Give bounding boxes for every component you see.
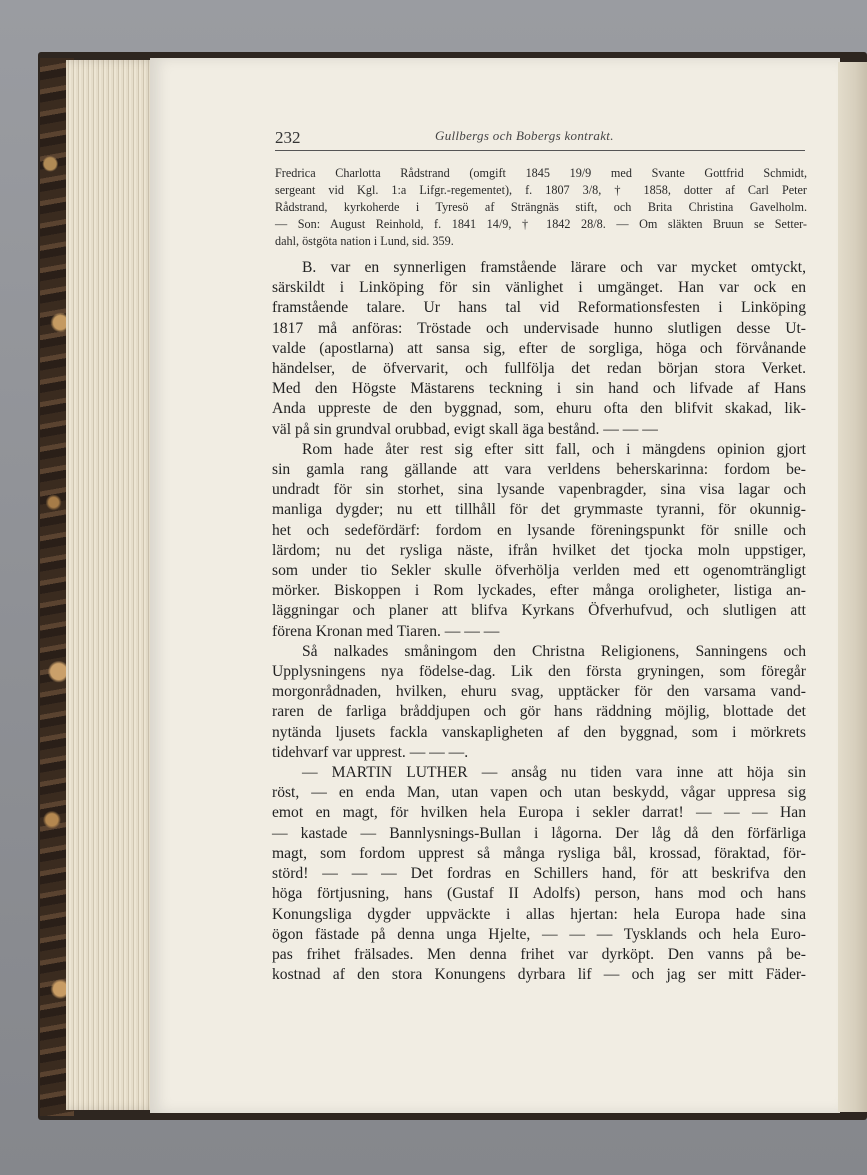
footnote-line: Rådstrand, kyrkoherde i Tyresö af Strängnäs stift, och Brita Christina Gavelholm. xyxy=(275,200,807,214)
body-line: som under tio Sekler skulle öfverhölja verlden med ett ogenomträngligt xyxy=(272,562,806,580)
footnote-line: dahl, östgöta nation i Lund, sid. 359. xyxy=(275,234,454,248)
body-line: förena Kronan med Tiaren. — — — xyxy=(272,622,500,640)
footnote-line: Fredrica Charlotta Rådstrand (omgift 1845 19/9 med Svante Gottfrid Schmidt, xyxy=(275,166,807,180)
footnote-line: — Son: August Reinhold, f. 1841 14/9, † 1842 28/8. — Om släkten Bruun se Setter- xyxy=(275,217,807,231)
body-line: sin gamla rang gällande att vara verldens beherskarinna: fordom be- xyxy=(272,461,806,479)
body-line: röst, — en enda Man, utan vapen och utan beskydd, vågar uppresa sig xyxy=(272,784,806,802)
body-line: B. var en synnerligen framstående lärare och var mycket omtyckt, xyxy=(302,259,806,276)
body-line: störd! — — — Det fordras en Schillers hand, för att beskrifva den xyxy=(272,865,806,883)
body-line: Upplysningens nya födelse-dag. Lik den första gryningen, som föregår xyxy=(272,663,806,681)
footnote xyxy=(275,165,807,250)
body-line: framstående talare. Ur hans tal vid Reformationsfesten i Linköping xyxy=(272,299,806,317)
footnote-line: sergeant vid Kgl. 1:a Lifgr.-regementet), f. 1807 3/8, † 1858, dotter af Carl Peter xyxy=(275,183,807,197)
body-line: Konungsliga dygder uppväckte i allas hjertan: hela Europa hade sina xyxy=(272,905,806,923)
body-line: pas frihet frälsades. Men denna frihet var dyrköpt. Den vanns på be- xyxy=(272,945,806,963)
body-line: mörker. Biskoppen i Rom lyckades, efter många oroligheter, listiga an- xyxy=(272,582,806,600)
right-page-edge xyxy=(838,62,867,1112)
page-number: 232 xyxy=(275,128,301,147)
body-line: raren de farliga bråddjupen och gör hans räddning möjlig, blottade det xyxy=(272,703,806,721)
body-line: — MARTIN LUTHER — ansåg nu tiden vara inne att höja sin xyxy=(302,764,806,782)
body-line: kostnad af den stora Konungens dyrbara lif — och jag ser mitt Fäder- xyxy=(272,966,806,984)
body-line: Rom hade åter rest sig efter sitt fall, och i mängdens opinion gjort xyxy=(302,440,806,458)
body-line: manliga dygder; nu ett tillhåll för det grymmaste tyranni, för okunnig- xyxy=(272,501,806,519)
body-text xyxy=(272,258,806,985)
body-line: morgonrådnaden, hvilken, ehuru svag, upptäcker för den varsama vand- xyxy=(272,683,806,701)
body-line: 1817 må anföras: Tröstade och undervisade hunno slutligen desse Ut- xyxy=(272,319,806,337)
body-line: het och sedefördärf: fordom en lysande föreningspunkt för snille och xyxy=(272,521,806,539)
body-line: undradt för sin storhet, sina lysande vapenbragder, sina visa lagar och xyxy=(272,481,806,499)
body-line: nytända ljusets fackla vanskapligheten af den byggnad, som i mörkrets xyxy=(272,723,806,741)
body-line: läggningar och planer att blifva Kyrkans Öfverhufvud, och slutligen att xyxy=(272,602,806,620)
body-line: magt, som fordom upprest så många rysliga bål, krossad, föraktad, för- xyxy=(272,844,806,862)
running-head: Gullbergs och Bobergs kontrakt. xyxy=(435,128,614,143)
body-line: valde (apostlarna) att sansa sig, efter de sorgliga, höga och förvånande xyxy=(272,339,806,357)
header-rule xyxy=(275,150,805,151)
body-line: emot en magt, för hvilken hela Europa i sekler darrat! — — — Han xyxy=(272,804,806,822)
body-line: väl på sin grundval orubbad, evigt skall äga bestånd. — — — xyxy=(272,420,658,438)
body-line: ögon fästade på denna unga Hjelte, — — — Tysklands och hela Euro- xyxy=(272,925,806,943)
body-line: Med den Högste Mästarens teckning i sin hand och lifvade af Hans xyxy=(272,380,806,398)
body-line: händelser, de öfvervarit, och fullfölja det redan början stora Verket. xyxy=(272,360,806,378)
page-edges xyxy=(66,60,158,1110)
body-line: särskildt i Linköping för sin vänlighet i umgänget. Han var ock en xyxy=(272,279,806,297)
body-line: Anda uppreste de den byggnad, som, ehuru ofta den blifvit skakad, lik- xyxy=(272,400,806,418)
body-line: — kastade — Bannlysnings-Bullan i lågorna. Der låg då den förfärliga xyxy=(272,824,806,842)
body-line: lärdom; nu det rysliga näste, ifrån hvilket det tjocka moln uppstiger, xyxy=(272,541,806,559)
body-line: Så nalkades småningom den Christna Religionens, Sanningens och xyxy=(302,642,806,660)
body-line: tidehvarf var upprest. — — —. xyxy=(272,743,469,761)
body-line: höga förtjusning, hans (Gustaf II Adolfs) person, hans mod och hans xyxy=(272,885,806,903)
